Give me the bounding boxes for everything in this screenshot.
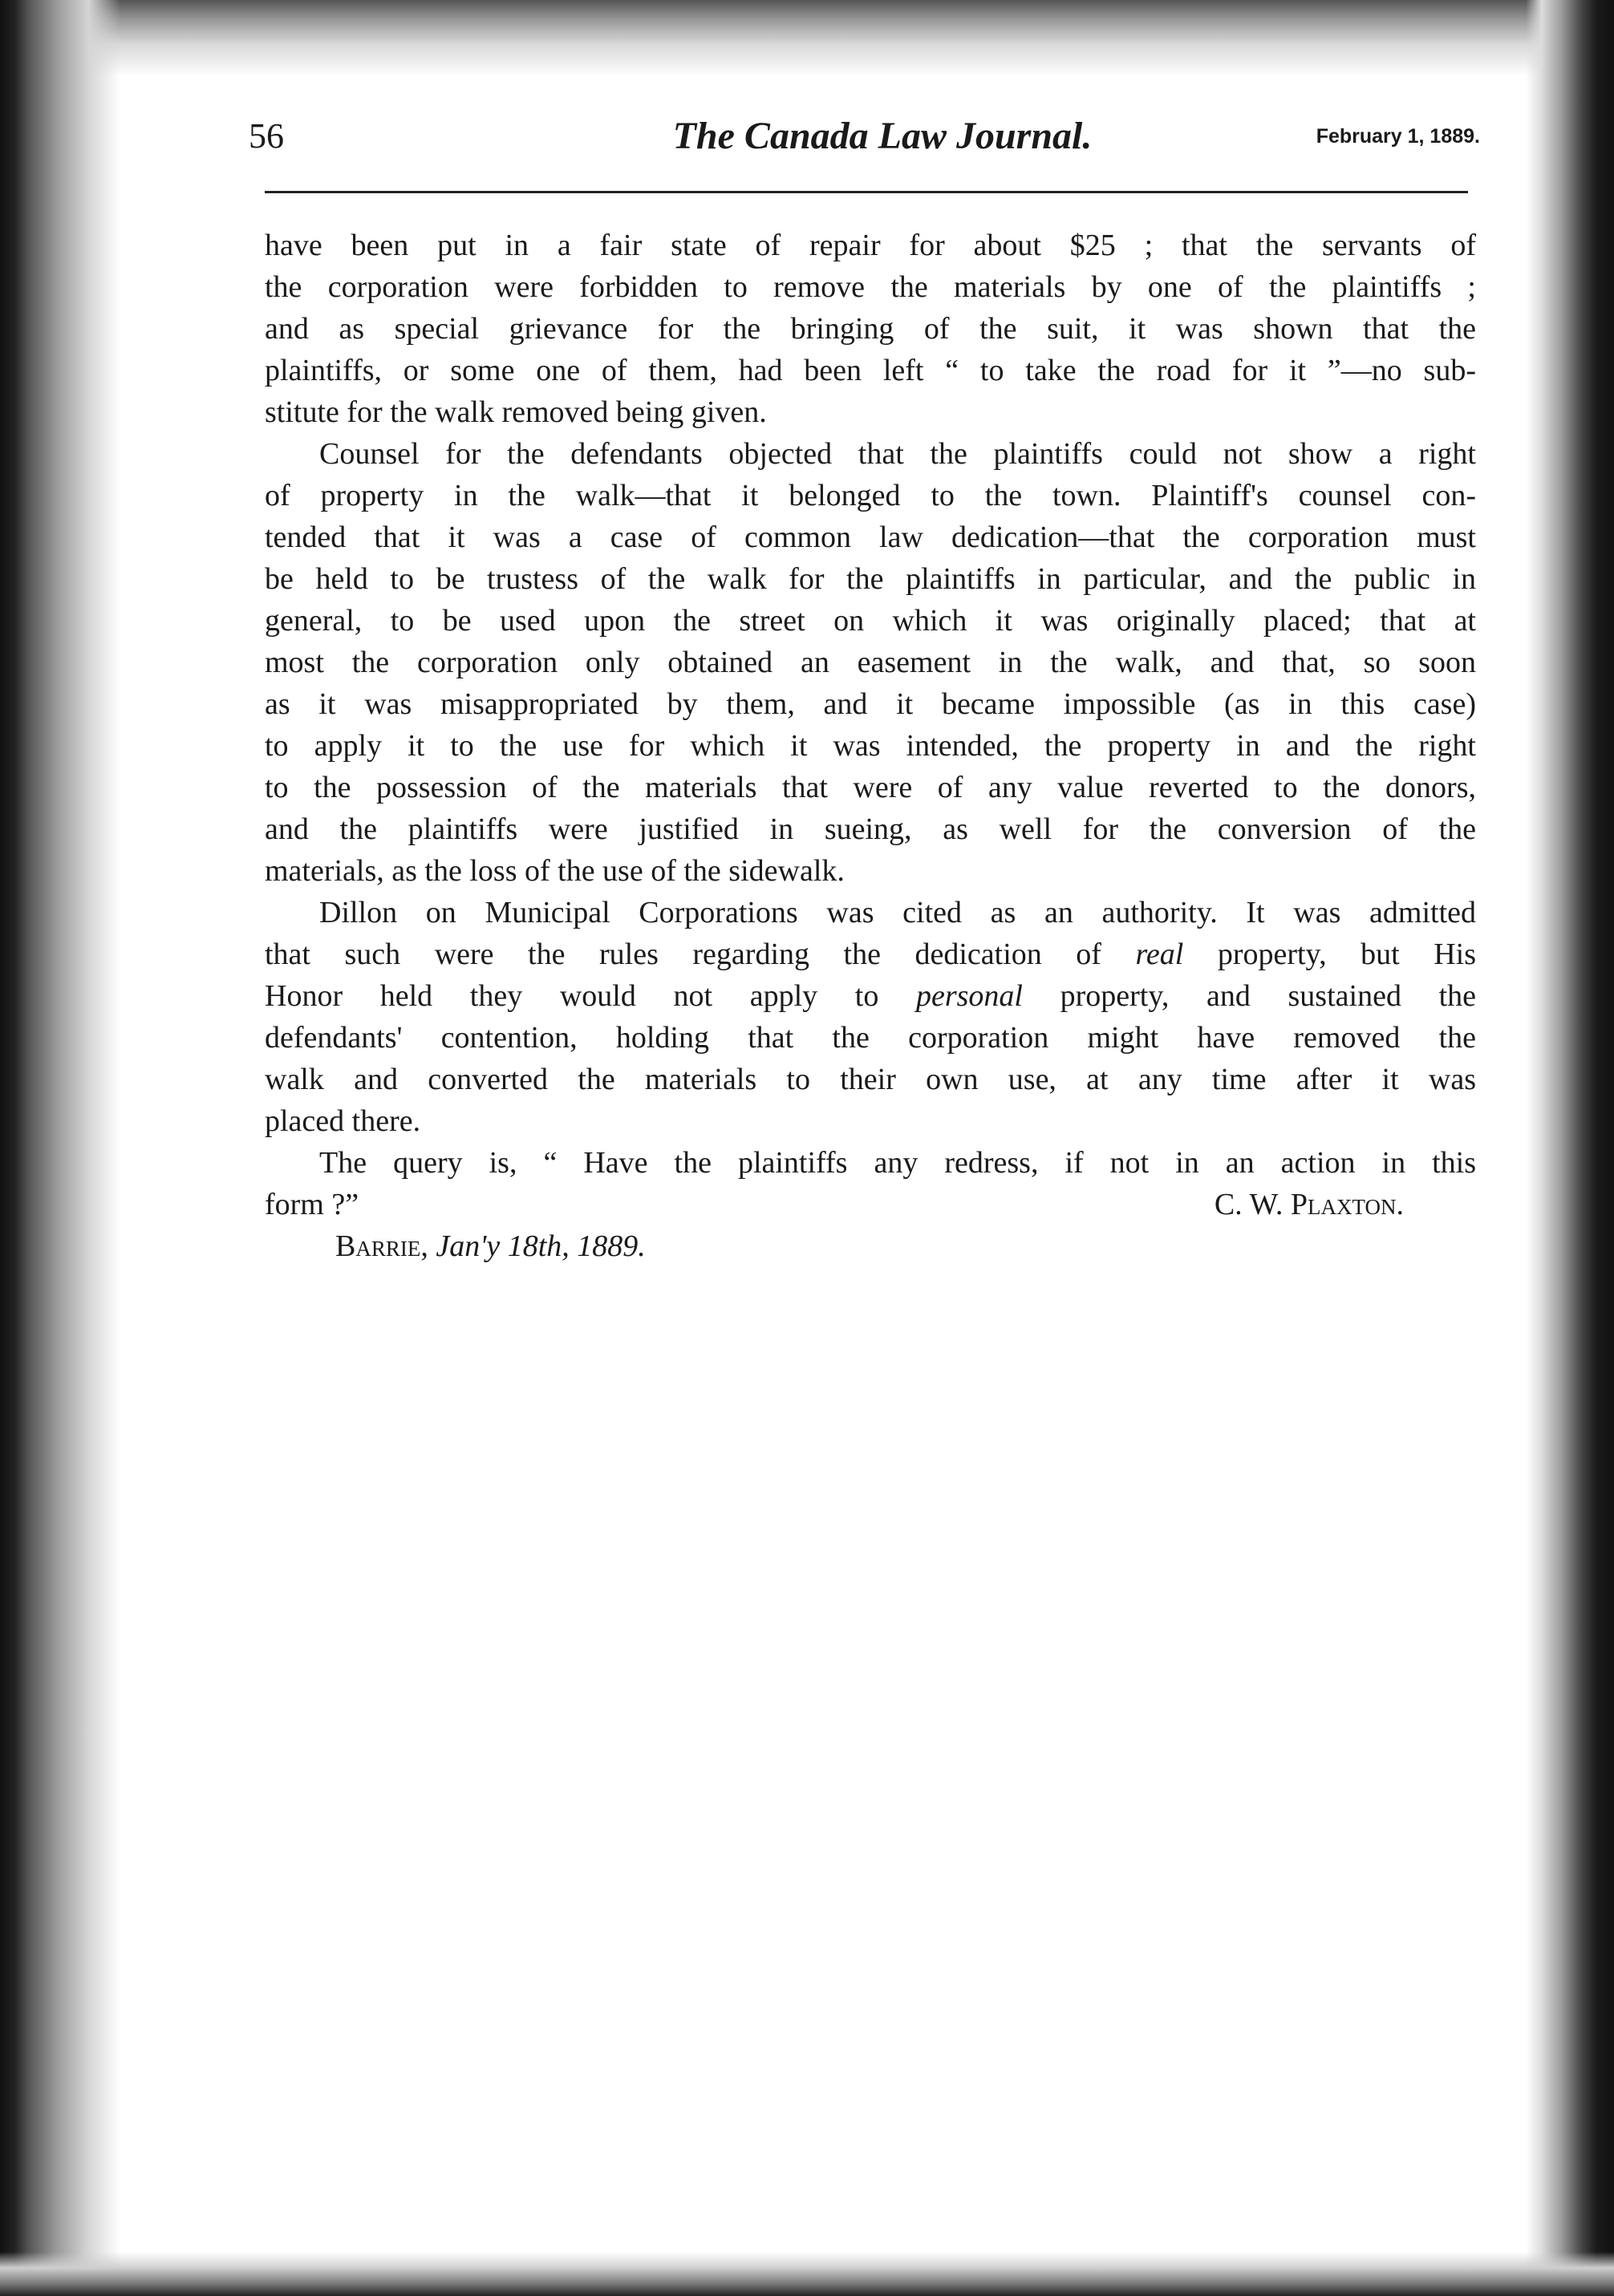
text-line: materials, as the loss of the use of the sidewalk. [265,854,845,888]
text-line: the corporation were forbidden to remove the materials by one of the plaintiffs ; [265,270,1476,304]
text-run: form ?” [265,1188,359,1221]
paragraph-2 [265,433,1476,892]
text-line: of property in the walk—that it belonged to the town. Plaintiff's counsel con- [265,479,1476,512]
text-line: stitute for the walk removed being given. [265,395,767,429]
text-line: and the plaintiffs were justified in sueing, as well for the conversion of the [265,812,1476,846]
article-body [265,225,1476,1267]
dateline-date: Jan'y 18th, 1889. [436,1229,646,1263]
text-line: and as special grievance for the bringing of the suit, it was shown that the [265,312,1476,346]
text-line [265,1184,1476,1225]
text-line: Counsel for the defendants objected that the plaintiffs could not show a right [319,437,1476,471]
text-line: walk and converted the materials to their own use, at any time after it was [265,1063,1476,1096]
text-line: most the corporation only obtained an easement in the walk, and that, so soon [265,646,1476,679]
page-header [249,112,1480,168]
text-line: have been put in a fair state of repair for about $25 ; that the servants of [265,229,1476,262]
text-line: tended that it was a case of common law dedication—that the corporation must [265,520,1476,554]
issue-date: February 1, 1889. [1316,125,1480,148]
italic-word: personal [915,979,1023,1013]
text-line: Dillon on Municipal Corporations was cited as an authority. It was admitted [319,896,1476,929]
text-line: placed there. [265,1104,421,1138]
text-line: as it was misappropriated by them, and it became impossible (as in this case) [265,687,1476,721]
text-line: to the possession of the materials that were of any value reverted to the donors, [265,771,1476,804]
text-line [265,933,1476,975]
page-number: 56 [249,116,284,156]
author-signature: C. W. Plaxton. [1214,1188,1404,1221]
text-line: general, to be used upon the street on which it was originally placed; that at [265,604,1476,638]
dateline [265,1225,1476,1267]
scan-edge-left [0,0,120,2296]
journal-title: The Canada Law Journal. [672,115,1093,157]
scan-edge-bottom [0,2252,1614,2296]
text-line: be held to be trustess of the walk for the plaintiffs in particular, and the public in [265,562,1476,596]
dateline-place: Barrie, [335,1229,428,1263]
text-run: that such were the rules regarding the dedication of [265,937,1136,971]
paragraph-4 [265,1142,1476,1225]
paragraph-3 [265,892,1476,1142]
header-rule [265,191,1468,193]
text-run: property, but His [1183,937,1476,971]
text-line: to apply it to the use for which it was intended, the property in and the right [265,729,1476,763]
scan-edge-top [0,0,1614,76]
text-line: The query is, “ Have the plaintiffs any redress, if not in an action in this [319,1146,1476,1180]
paragraph-1 [265,225,1476,433]
text-line: plaintiffs, or some one of them, had been left “ to take the road for it ”—no sub- [265,354,1476,387]
text-line: defendants' contention, holding that the corporation might have removed the [265,1021,1476,1055]
italic-word: real [1135,937,1184,971]
text-line [265,975,1476,1017]
scan-edge-right [1526,0,1614,2296]
text-run: Honor held they would not apply to [265,979,916,1013]
text-run: property, and sustained the [1022,979,1477,1013]
